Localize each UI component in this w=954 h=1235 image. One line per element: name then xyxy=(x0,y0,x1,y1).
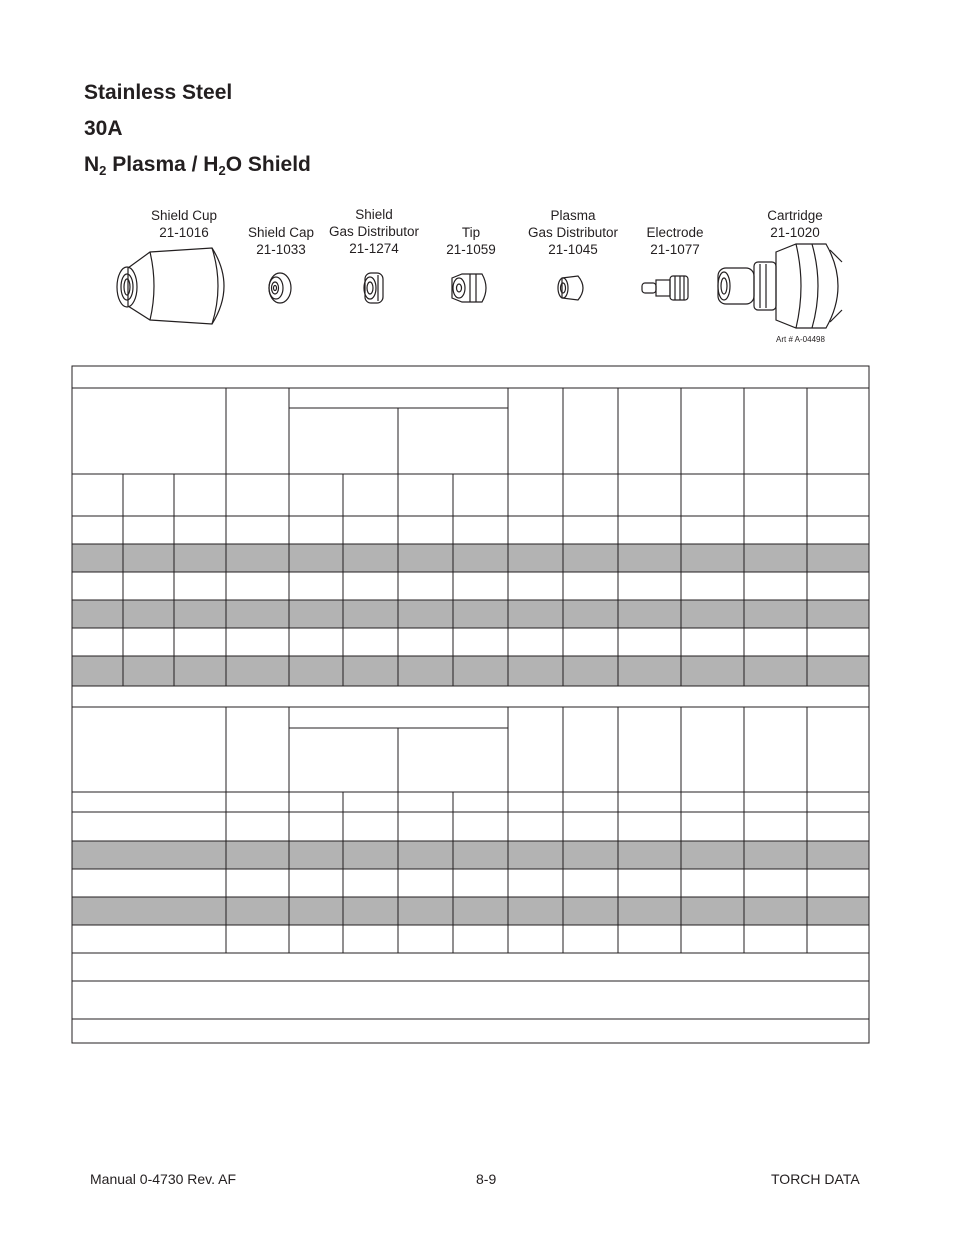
heading-amperage: 30A xyxy=(84,117,123,140)
table-shaded-rows xyxy=(72,544,869,925)
part-label-cartridge: Cartridge 21-1020 xyxy=(767,208,823,240)
part-label-shield-gas-distributor: Shield Gas Distributor 21-1274 xyxy=(328,207,420,256)
part-label-shield-cap: Shield Cap 21-1033 xyxy=(247,225,315,257)
heading-gases: $N_2$ Plasma / $H_2O$ Shield xyxy=(84,153,311,178)
heading-material: Stainless Steel xyxy=(84,81,233,104)
part-label-shield-cup: Shield Cup 21-1016 xyxy=(150,208,218,240)
art-number: Art # A-04498 xyxy=(776,335,825,344)
footer-manual-number: Manual 0-4730 Rev. AF xyxy=(90,1171,237,1187)
footer-section-title: TORCH DATA xyxy=(771,1171,860,1187)
part-label-tip: Tip 21-1059 xyxy=(446,225,496,257)
part-label-plasma-gas-distributor: Plasma Gas Distributor 21-1045 xyxy=(527,208,619,257)
part-label-electrode: Electrode 21-1077 xyxy=(646,225,704,257)
footer-page-number: 8-9 xyxy=(476,1171,497,1187)
